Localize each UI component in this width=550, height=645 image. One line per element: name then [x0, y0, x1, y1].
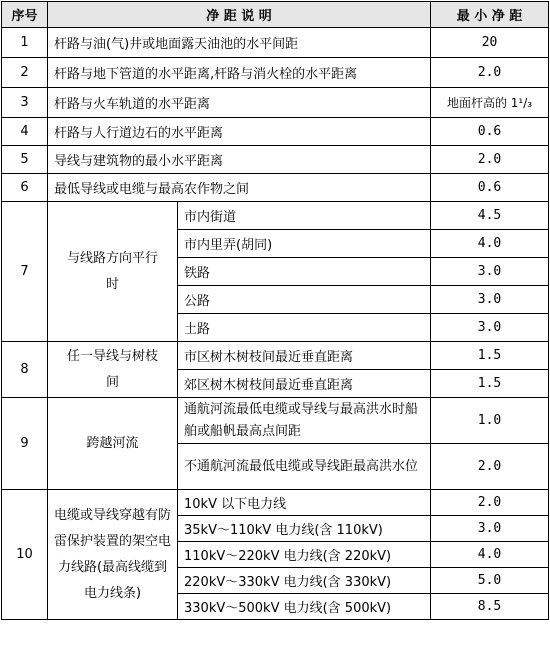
row-seq: 4 — [2, 118, 48, 146]
table-row — [2, 174, 549, 202]
item-value: 2.0 — [431, 444, 549, 490]
table-row — [2, 58, 549, 88]
table-row — [2, 342, 549, 370]
table-row — [2, 490, 549, 516]
item-desc: 10kV 以下电力线 — [178, 490, 431, 516]
item-value: 3.0 — [431, 258, 549, 286]
item-desc: 220kV～330kV 电力线(含 330kV) — [178, 568, 431, 594]
row-value: 2.0 — [431, 146, 549, 174]
item-value: 4.0 — [431, 230, 549, 258]
item-value: 4.0 — [431, 542, 549, 568]
item-desc: 不通航河流最低电缆或导线距最高洪水位 — [178, 444, 431, 490]
row-seq: 5 — [2, 146, 48, 174]
row-seq: 6 — [2, 174, 48, 202]
table-row — [2, 118, 549, 146]
item-desc: 铁路 — [178, 258, 431, 286]
item-value: 1.5 — [431, 370, 549, 398]
table-row — [2, 28, 549, 58]
row-value: 0.6 — [431, 118, 549, 146]
header-desc: 净 距 说 明 — [48, 2, 431, 28]
header-min: 最 小 净 距 — [431, 2, 549, 28]
group-label: 与线路方向平行时 — [48, 202, 178, 342]
item-value: 1.5 — [431, 342, 549, 370]
item-desc: 330kV～500kV 电力线(含 500kV) — [178, 594, 431, 620]
item-desc: 郊区树木树枝间最近垂直距离 — [178, 370, 431, 398]
row-desc: 最低导线或电缆与最高农作物之间 — [48, 174, 431, 202]
group-label: 跨越河流 — [48, 398, 178, 490]
item-value: 1.0 — [431, 398, 549, 444]
item-value: 8.5 — [431, 594, 549, 620]
group-seq: 8 — [2, 342, 48, 398]
group-seq: 7 — [2, 202, 48, 342]
clearance-table — [1, 1, 549, 620]
row-seq: 2 — [2, 58, 48, 88]
row-desc: 杆路与油(气)井或地面露天油池的水平间距 — [48, 28, 431, 58]
item-value: 2.0 — [431, 490, 549, 516]
header-row — [2, 2, 549, 28]
group-label: 任一导线与树枝间 — [48, 342, 178, 398]
row-desc: 杆路与火车轨道的水平距离 — [48, 88, 431, 118]
table-row — [2, 146, 549, 174]
table-row — [2, 202, 549, 230]
group-label: 电缆或导线穿越有防雷保护装置的架空电力线路(最高线缆到电力线条) — [48, 490, 178, 620]
item-desc: 通航河流最低电缆或导线与最高洪水时船舶或船帆最高点间距 — [178, 398, 431, 444]
item-value: 3.0 — [431, 314, 549, 342]
row-value: 地面杆高的 1¹/₃ — [431, 88, 549, 118]
item-desc: 市内街道 — [178, 202, 431, 230]
row-desc: 导线与建筑物的最小水平距离 — [48, 146, 431, 174]
row-value: 20 — [431, 28, 549, 58]
item-desc: 市区树木树枝间最近垂直距离 — [178, 342, 431, 370]
header-seq: 序号 — [2, 2, 48, 28]
item-desc: 110kV～220kV 电力线(含 220kV) — [178, 542, 431, 568]
item-value: 5.0 — [431, 568, 549, 594]
item-desc: 35kV～110kV 电力线(含 110kV) — [178, 516, 431, 542]
group-seq: 10 — [2, 490, 48, 620]
item-value: 3.0 — [431, 286, 549, 314]
row-value: 2.0 — [431, 58, 549, 88]
table-row — [2, 88, 549, 118]
item-desc: 土路 — [178, 314, 431, 342]
row-seq: 1 — [2, 28, 48, 58]
row-seq: 3 — [2, 88, 48, 118]
group-seq: 9 — [2, 398, 48, 490]
table-row — [2, 398, 549, 444]
item-desc: 公路 — [178, 286, 431, 314]
row-desc: 杆路与地下管道的水平距离,杆路与消火栓的水平距离 — [48, 58, 431, 88]
row-value: 0.6 — [431, 174, 549, 202]
item-value: 4.5 — [431, 202, 549, 230]
item-desc: 市内里弄(胡同) — [178, 230, 431, 258]
item-value: 3.0 — [431, 516, 549, 542]
row-desc: 杆路与人行道边石的水平距离 — [48, 118, 431, 146]
